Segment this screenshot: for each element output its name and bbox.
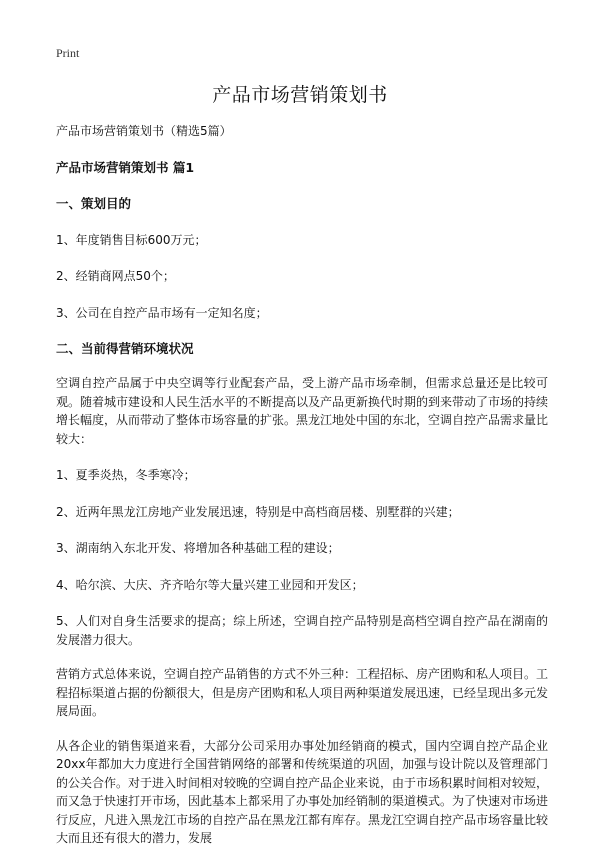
sales-method-paragraph: 营销方式总体来说，空调自控产品销售的方式不外三种：工程招标、房产团购和私人项目。工程招标渠道占据的份额很大，但是房产团购和私人项目两种渠道发展迅速，已经呈现出多元发展局面。: [56, 667, 549, 718]
environment-point: 4、哈尔滨、大庆、齐齐哈尔等大量兴建工业园和开发区；: [56, 577, 364, 592]
environment-point: 3、湖南纳入东北开发、将增加各种基础工程的建设；: [56, 541, 340, 555]
goal-item: 2、经销商网点50个；: [56, 269, 175, 283]
chapter-title: 产品市场营销策划书 篇1: [56, 159, 195, 175]
document-subtitle: 产品市场营销策划书（精选5篇）: [56, 124, 232, 138]
environment-point: 5、人们对自身生活要求的提高；综上所述，空调自控产品特别是高档空调自控产品在湖南的发展潜力很大。: [56, 614, 548, 647]
document-body: [56, 122, 548, 848]
section-heading-purpose: 一、策划目的: [56, 195, 132, 211]
sales-channel-paragraph: 从各企业的销售渠道来看，大部分公司采用办事处加经销商的模式，国内空调自控产品企业20xx年都加大力度进行全国营销网络的部署和传统渠道的巩固，加强与设计院以及管理部门的公关合作。对于进入时间相对较晚的空调自控产品企业来说，由于市场积累时间相对较短，而又急于快速打开市场，因此基本上都采用了办事处加经销制的渠道模式。为了快速对市场进行反应，凡进入黑龙江市场的自控产品在黑龙江都有库存。黑龙江空调自控产品市场容量比较大而且还有很大的潜力，发展: [56, 738, 549, 845]
print-label: Print: [56, 46, 80, 60]
environment-paragraph: 空调自控产品属于中央空调等行业配套产品，受上游产品市场牵制，但需求总量还是比较可观。随着城市建设和人民生活水平的不断提高以及产品更新换代时期的到来带动了市场的持续增长幅度，从而带动了整体市场容量的扩张。黑龙江地处中国的东北，空调自控产品需求量比较大：: [56, 376, 549, 446]
environment-point: 1、夏季炎热，冬季寒冷；: [56, 468, 196, 482]
environment-point: 2、近两年黑龙江房地产业发展迅速，特别是中高档商居楼、别墅群的兴建；: [56, 504, 460, 519]
goal-item: 3、公司在自控产品市场有一定知名度；: [56, 305, 268, 320]
section-heading-environment: 二、当前得营销环境状况: [56, 341, 194, 356]
goal-item: 1、年度销售目标600万元；: [56, 232, 207, 247]
document-title: 产品市场营销策划书: [212, 84, 388, 106]
